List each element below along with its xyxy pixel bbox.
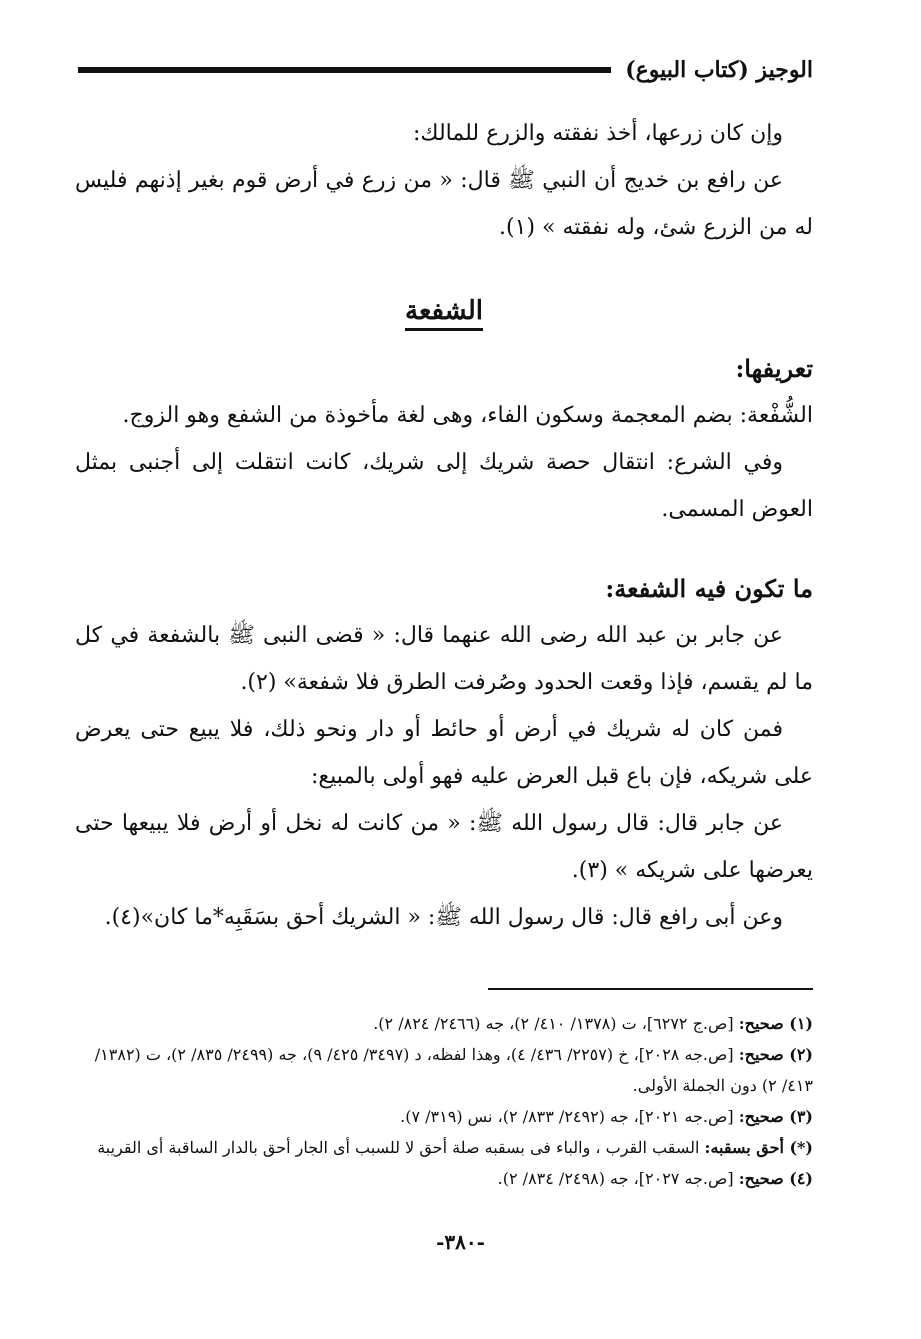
paragraph-7: عن جابر قال: قال رسول الله ﷺ: « من كانت له نخل أو أرض فلا يبيعها حتى يعرضها على شريكه » (٣).	[75, 811, 813, 883]
paragraph-3: الشُّفْعة: بضم المعجمة وسكون الفاء، وهى لغة مأخوذة من الشفع وهو الزوج.	[122, 403, 813, 428]
paragraph-1: وإن كان زرعها، أخذ نفقته والزرع للمالك:	[413, 121, 783, 146]
paragraph-8: وعن أبى رافع قال: قال رسول الله ﷺ: « الشريك أحق بسَقَبِه*ما كان»(٤).	[104, 905, 783, 930]
footnote-1	[75, 1008, 813, 1039]
conditions-heading: ما تكون فيه الشفعة:	[605, 574, 813, 603]
footnote-2	[75, 1039, 813, 1101]
paragraph-4: وفي الشرع: انتقال حصة شريك إلى شريك، كانت انتقلت إلى أجنبى بمثل العوض المسمى.	[75, 450, 813, 522]
footnote-rule	[488, 988, 813, 990]
footnote-star-label: (*) أحق بسقبه:	[704, 1138, 813, 1157]
running-header	[78, 50, 813, 90]
section-title	[75, 291, 813, 331]
header-rule	[78, 67, 611, 73]
paragraph-5: عن جابر بن عبد الله رضى الله عنهما قال: « قضى النبى ﷺ بالشفعة في كل ما لم يقسم، فإذا وقعت الحدود وصُرفت الطرق فلا شفعة» (٢).	[75, 623, 813, 695]
paragraph-6: فمن كان له شريك في أرض أو حائط أو دار ونحو ذلك، فلا يبيع حتى يعرض على شريكه، فإن باع قبل العرض عليه فهو أولى بالمبيع:	[75, 717, 813, 789]
footnote-star-text: السقب القرب ، والباء فى بسقبه صلة أحق لا للسبب أى الجار أحق بالدار الساقبة أى القريبة	[97, 1138, 700, 1157]
footnote-3-label: (٣) صحيح:	[738, 1107, 813, 1126]
main-text	[75, 110, 813, 941]
footnote-2-text: [ص.جه ٢٠٢٨]، خ (٢٢٥٧/ ٤٣٦/ ٤)، وهذا لفظه، د (٣٤٩٧/ ٤٢٥/ ٩)، جه (٢٤٩٩/ ٨٣٥/ ٢)، ت (١٣٨٢/ ٤١٣/ ٢) دون الجملة الأولى.	[94, 1045, 813, 1095]
footnotes	[75, 1008, 813, 1194]
page-number: -٣٨٠-	[436, 1230, 485, 1254]
section-title-text: الشفعة	[405, 296, 483, 331]
footnote-4-text: [ص.جه ٢٠٢٧]، جه (٢٤٩٨/ ٨٣٤/ ٢).	[497, 1169, 734, 1188]
definition-heading: تعريفها:	[735, 354, 813, 383]
header-title: الوجيز (كتاب البيوع)	[625, 57, 813, 83]
footnote-4	[75, 1163, 813, 1194]
footnote-4-label: (٤) صحيح:	[738, 1169, 813, 1188]
footnote-2-label: (٢) صحيح:	[738, 1045, 813, 1064]
footnote-star	[75, 1132, 813, 1163]
footnote-1-text: [ص.ج ٦٢٧٢]، ت (١٣٧٨/ ٤١٠/ ٢)، جه (٢٤٦٦/ ٨٢٤/ ٢).	[373, 1014, 734, 1033]
footnote-1-label: (١) صحيح:	[738, 1014, 813, 1033]
footnote-3	[75, 1101, 813, 1132]
paragraph-2: عن رافع بن خديج أن النبي ﷺ قال: « من زرع في أرض قوم بغير إذنهم فليس له من الزرع شئ، وله نفقته » (١).	[75, 168, 813, 240]
footnote-3-text: [ص.جه ٢٠٢١]، جه (٢٤٩٢/ ٨٣٣/ ٢)، نس (٣١٩/ ٧).	[400, 1107, 734, 1126]
